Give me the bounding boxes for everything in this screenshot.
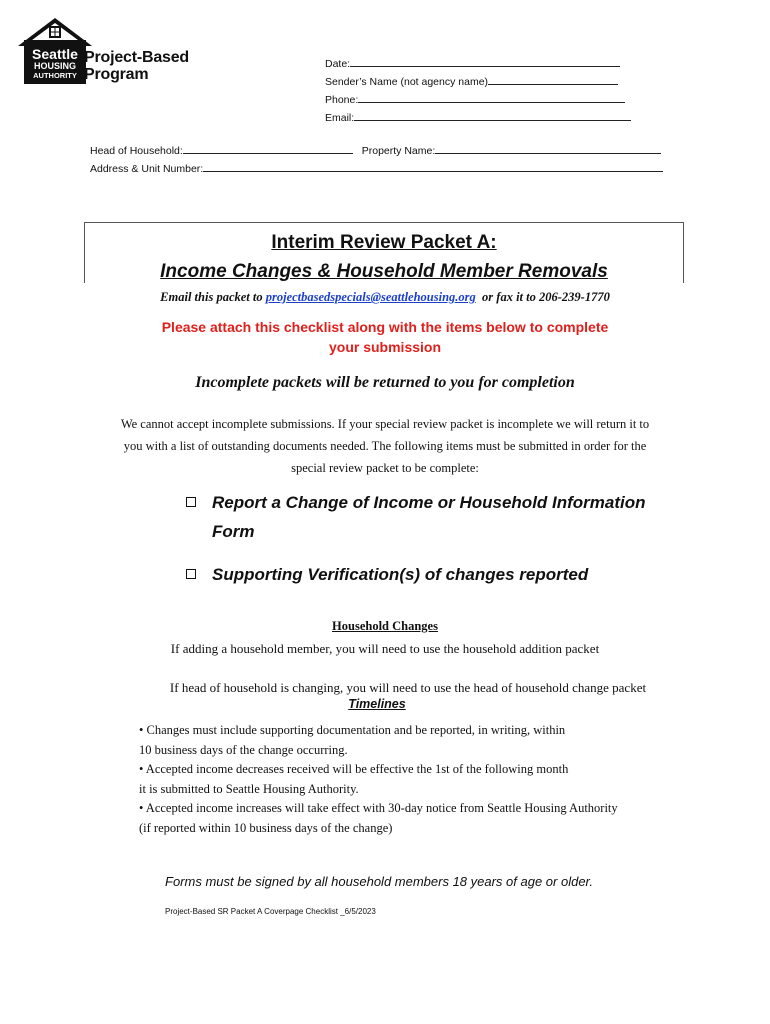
phone-blank[interactable] <box>358 92 625 103</box>
timelines-list <box>139 721 699 838</box>
head-change-note: If head of household is changing, you will need to use the head of household change packet <box>169 680 647 695</box>
incomplete-heading: Incomplete packets will be returned to you for completion <box>195 374 575 391</box>
hoh-blank[interactable] <box>183 143 353 154</box>
timeline-line: • Accepted income decreases received will be effective the 1st of the following month <box>139 762 569 776</box>
timelines-heading: Timelines <box>348 697 406 711</box>
email-blank[interactable] <box>354 110 631 121</box>
signature-note: Forms must be signed by all household members 18 years of age or older. <box>165 874 594 889</box>
intro-paragraph: We cannot accept incomplete submissions. If your special review packet is incomplete we will return it to you with a list of outstanding documents needed. The following items must be submitted in order for the special review packet to be complete: <box>120 417 650 475</box>
timeline-line: • Changes must include supporting documentation and be reported, in writing, within <box>139 723 566 737</box>
page-title: Interim Review Packet A: <box>271 232 497 253</box>
sender-name-blank[interactable] <box>488 74 618 85</box>
address-blank[interactable] <box>203 161 663 172</box>
email-link[interactable]: projectbasedspecials@seattlehousing.org <box>265 290 476 304</box>
timeline-line: (if reported within 10 business days of the change) <box>139 820 393 835</box>
timeline-line: • Accepted income increases will take effect with 30-day notice from Seattle Housing Authority <box>139 801 618 815</box>
sender-name-field[interactable]: Sender’s Name (not agency name) <box>325 74 618 88</box>
date-blank[interactable] <box>350 56 620 67</box>
timeline-line: it is submitted to Seattle Housing Authority. <box>139 781 359 796</box>
phone-field[interactable]: Phone: <box>325 92 625 106</box>
program-name: Project-Based Program <box>84 49 189 83</box>
sha-logo <box>18 16 198 86</box>
attach-checklist-note: Please attach this checklist along with the items below to complete your submission <box>161 319 609 355</box>
household-changes-heading: Household Changes <box>332 619 438 633</box>
logo-seattle: Seattle <box>32 46 78 62</box>
property-name-blank[interactable] <box>435 143 661 154</box>
checkbox-icon[interactable] <box>186 497 196 507</box>
timeline-line: 10 business days of the change occurring. <box>139 742 348 757</box>
date-field[interactable]: Date: <box>325 56 620 70</box>
address-unit-field[interactable]: Address & Unit Number: <box>90 161 663 175</box>
email-field[interactable]: Email: <box>325 110 631 124</box>
footer-text: Project-Based SR Packet A Coverpage Checklist _6/5/2023 <box>165 907 376 916</box>
page-subtitle: Income Changes & Household Member Removals <box>160 261 608 282</box>
household-addition-note: If adding a household member, you will need to use the household addition packet <box>170 641 600 656</box>
logo-housing: HOUSING <box>33 61 76 71</box>
submission-instructions: Email this packet to projectbasedspecials@seattlehousing.org or fax it to 206-239-1770 <box>160 290 610 304</box>
checkbox-icon[interactable] <box>186 569 196 579</box>
logo-authority: AUTHORITY <box>33 71 77 80</box>
head-of-household-field[interactable]: Head of Household: Property Name: <box>90 143 661 157</box>
